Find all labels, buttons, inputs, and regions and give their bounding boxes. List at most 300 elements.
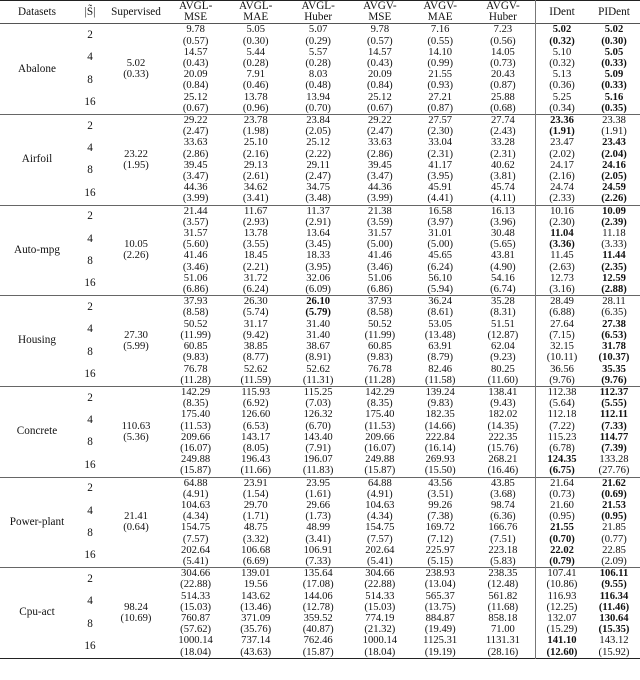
mean-value: 202.64 xyxy=(181,544,211,556)
std-value: (28.16) xyxy=(487,646,519,658)
std-value: (8.35) xyxy=(367,398,393,410)
std-value: (2.21) xyxy=(242,261,269,273)
std-value: (1.73) xyxy=(305,511,331,523)
table-row xyxy=(0,522,640,533)
std-value: (7.57) xyxy=(367,533,393,545)
std-value: (2.35) xyxy=(601,261,627,273)
std-value: (2.91) xyxy=(305,216,331,228)
mean-value: 64.88 xyxy=(367,477,392,489)
std-value: (7.51) xyxy=(490,533,516,545)
mean-value: 44.36 xyxy=(367,182,392,194)
std-value: (19.49) xyxy=(424,624,456,636)
std-value: (0.68) xyxy=(490,102,516,114)
mean-value: 21.85 xyxy=(602,522,626,534)
std-value: (57.62) xyxy=(180,624,212,636)
std-value: (6.24) xyxy=(427,261,453,273)
std-value: (18.04) xyxy=(364,646,396,658)
std-value: (11.46) xyxy=(598,601,630,613)
supervised-cell xyxy=(106,296,166,387)
size-value: 4 xyxy=(87,323,93,336)
mean-value: 30.48 xyxy=(490,228,515,240)
std-value: (2.02) xyxy=(536,149,589,160)
std-value: (3.48) xyxy=(305,193,331,205)
supervised-mean: 5.02 xyxy=(126,58,146,70)
mean-value: 774.19 xyxy=(365,612,395,624)
size-value: 2 xyxy=(87,29,93,41)
std-value: (40.87) xyxy=(302,624,334,636)
std-value: (0.73) xyxy=(536,489,589,500)
std-value: (3.16) xyxy=(536,284,589,296)
std-value: (3.32) xyxy=(242,533,269,545)
mean-value: 9.78 xyxy=(370,24,390,36)
mean-value: 209.66 xyxy=(181,431,211,443)
mean-value: 39.45 xyxy=(183,159,208,171)
mean-value: 5.16 xyxy=(604,91,624,103)
table-row xyxy=(0,296,640,308)
std-value: (6.35) xyxy=(601,307,627,319)
mean-value: 238.93 xyxy=(425,568,455,580)
table-row xyxy=(0,568,640,580)
std-value: (7.33) xyxy=(601,420,627,432)
mean-value: 16.13 xyxy=(490,205,515,217)
std-value: (2.04) xyxy=(601,148,627,160)
std-value: (3.95) xyxy=(427,171,453,183)
std-value: (0.67) xyxy=(367,102,393,114)
mean-value: 34.75 xyxy=(306,182,331,194)
mean-value: 143.12 xyxy=(599,635,629,647)
std-value: (3.57) xyxy=(182,216,209,228)
std-value: (15.87) xyxy=(180,465,212,477)
mean-value: 22.02 xyxy=(536,545,589,556)
std-value: (8.91) xyxy=(305,352,331,364)
mean-value: 22.85 xyxy=(602,544,626,556)
col-header-size: |S̃| xyxy=(84,5,96,18)
supervised-mean: 98.24 xyxy=(124,601,148,613)
mean-value: 25.12 xyxy=(367,91,392,103)
std-value: (9.83) xyxy=(427,398,453,410)
mean-value: 52.62 xyxy=(243,363,268,375)
std-value: (8.35) xyxy=(182,398,209,410)
std-value: (2.47) xyxy=(305,171,331,183)
supervised-std: (10.69) xyxy=(120,612,152,624)
supervised-std: (0.33) xyxy=(123,69,149,81)
std-value: (3.47) xyxy=(367,171,393,183)
std-value: (12.60) xyxy=(536,647,589,659)
col-header-avgv-mae: AVGV-MAE xyxy=(423,0,457,24)
std-value: (2.86) xyxy=(367,148,393,160)
std-value: (2.30) xyxy=(536,217,589,228)
std-value: (11.58) xyxy=(424,374,456,386)
mean-value: 132.07 xyxy=(536,613,589,624)
mean-value: 154.75 xyxy=(365,522,395,534)
std-value: (15.76) xyxy=(487,442,519,454)
mean-value: 43.81 xyxy=(490,250,515,262)
std-value: (0.95) xyxy=(601,511,627,523)
std-value: (1.98) xyxy=(242,126,269,138)
std-value: (9.42) xyxy=(242,329,269,341)
std-value: (12.78) xyxy=(302,601,334,613)
size-value: 2 xyxy=(87,300,93,313)
mean-value: 54.16 xyxy=(490,272,515,284)
size-value: 2 xyxy=(87,119,93,132)
std-value: (6.78) xyxy=(536,443,589,454)
table-row xyxy=(0,228,640,239)
std-value: (2.33) xyxy=(536,193,589,205)
mean-value: 196.07 xyxy=(303,454,333,466)
std-value: (19.19) xyxy=(424,646,456,658)
std-value: (5.83) xyxy=(490,555,516,567)
std-value: (22.88) xyxy=(364,579,396,591)
mean-value: 11.67 xyxy=(244,205,268,217)
std-value: (13.46) xyxy=(240,601,272,613)
std-value: (12.25) xyxy=(536,602,589,613)
std-value: (5.60) xyxy=(182,239,209,251)
mean-value: 760.87 xyxy=(181,612,211,624)
mean-value: 143.17 xyxy=(241,431,271,443)
std-value: (0.35) xyxy=(601,102,627,114)
std-value: (7.03) xyxy=(305,398,331,410)
mean-value: 27.74 xyxy=(490,115,515,127)
dataset-name: Airfoil xyxy=(21,153,53,166)
std-value: (0.70) xyxy=(305,102,331,114)
std-value: (0.70) xyxy=(536,534,589,545)
std-value: (2.31) xyxy=(490,148,516,160)
mean-value: 31.72 xyxy=(243,272,268,284)
mean-value: 32.15 xyxy=(536,341,589,352)
mean-value: 5.09 xyxy=(604,69,624,81)
std-value: (2.63) xyxy=(536,262,589,273)
mean-value: 29.70 xyxy=(243,499,268,511)
mean-value: 31.40 xyxy=(306,318,331,330)
std-value: (8.61) xyxy=(427,307,453,319)
std-value: (0.99) xyxy=(427,58,453,70)
mean-value: 23.84 xyxy=(306,115,331,127)
size-value: 16 xyxy=(84,549,96,562)
std-value: (3.41) xyxy=(242,193,269,205)
mean-value: 31.78 xyxy=(602,341,626,353)
std-value: (6.75) xyxy=(536,465,589,477)
std-value: (2.93) xyxy=(242,216,269,228)
table-row xyxy=(0,69,640,80)
mean-value: 107.41 xyxy=(536,568,589,580)
mean-value: 104.63 xyxy=(181,499,211,511)
table-row xyxy=(0,115,640,127)
table-row xyxy=(0,341,640,352)
std-value: (2.09) xyxy=(601,555,627,567)
std-value: (2.61) xyxy=(242,171,269,183)
col-header-pident: PIDent xyxy=(598,5,630,18)
mean-value: 31.17 xyxy=(243,318,268,330)
std-value: (3.99) xyxy=(367,193,393,205)
mean-value: 135.64 xyxy=(303,568,333,580)
header-row xyxy=(0,1,640,24)
mean-value: 126.32 xyxy=(303,409,333,421)
mean-value: 268.21 xyxy=(488,454,518,466)
mean-value: 29.22 xyxy=(367,115,392,127)
mean-value: 9.78 xyxy=(186,24,205,36)
std-value: (3.33) xyxy=(601,239,627,251)
mean-value: 884.87 xyxy=(425,612,455,624)
std-value: (7.39) xyxy=(601,442,627,454)
mean-value: 37.93 xyxy=(367,296,392,308)
mean-value: 12.73 xyxy=(536,273,589,284)
std-value: (2.43) xyxy=(490,126,516,138)
mean-value: 34.62 xyxy=(243,182,268,194)
std-value: (5.00) xyxy=(367,239,393,251)
std-value: (15.03) xyxy=(364,601,396,613)
std-value: (2.47) xyxy=(182,126,209,138)
mean-value: 60.85 xyxy=(183,341,208,353)
mean-value: 115.25 xyxy=(303,386,333,398)
mean-value: 23.36 xyxy=(536,115,589,127)
table-row xyxy=(0,500,640,511)
supervised-std: (5.99) xyxy=(123,341,149,353)
mean-value: 5.10 xyxy=(536,47,589,58)
table-row xyxy=(0,182,640,193)
std-value: (13.48) xyxy=(424,329,456,341)
col-header-avgl-mse: AVGL-MSE xyxy=(178,0,213,24)
std-value: (10.11) xyxy=(536,352,589,363)
mean-value: 182.35 xyxy=(425,409,455,421)
std-value: (16.46) xyxy=(487,465,519,477)
mean-value: 11.45 xyxy=(536,250,589,261)
mean-value: 44.36 xyxy=(183,182,208,194)
mean-value: 29.13 xyxy=(243,159,268,171)
mean-value: 175.40 xyxy=(365,409,395,421)
mean-value: 359.52 xyxy=(303,612,333,624)
std-value: (11.83) xyxy=(302,465,334,477)
std-value: (9.23) xyxy=(490,352,516,364)
mean-value: 112.38 xyxy=(536,386,589,398)
mean-value: 41.46 xyxy=(367,250,392,262)
table-row xyxy=(0,477,640,489)
mean-value: 13.78 xyxy=(243,228,268,240)
std-value: (4.91) xyxy=(367,488,393,500)
mean-value: 10.16 xyxy=(536,205,589,217)
mean-value: 51.06 xyxy=(367,272,392,284)
table-row xyxy=(0,205,640,217)
size-value: 4 xyxy=(87,232,93,245)
mean-value: 124.35 xyxy=(536,454,589,465)
std-value: (4.91) xyxy=(182,488,209,500)
size-value: 4 xyxy=(87,413,93,426)
mean-value: 8.03 xyxy=(308,69,328,81)
std-value: (2.26) xyxy=(601,193,627,205)
table-row xyxy=(0,635,640,646)
mean-value: 35.28 xyxy=(490,296,515,308)
mean-value: 25.12 xyxy=(183,91,208,103)
supervised-mean: 21.41 xyxy=(124,511,148,523)
mean-value: 106.91 xyxy=(303,544,333,556)
std-value: (0.57) xyxy=(367,35,393,47)
mean-value: 37.93 xyxy=(183,296,208,308)
size-value: 4 xyxy=(87,595,93,608)
std-value: (2.86) xyxy=(182,148,209,160)
mean-value: 141.10 xyxy=(536,635,589,646)
std-value: (7.33) xyxy=(305,555,331,567)
mean-value: 41.17 xyxy=(428,159,453,171)
std-value: (0.84) xyxy=(367,80,393,92)
mean-value: 14.05 xyxy=(490,46,515,58)
std-value: (9.76) xyxy=(536,375,589,387)
mean-value: 11.04 xyxy=(536,228,589,239)
supervised-cell xyxy=(106,24,166,115)
std-value: (7.12) xyxy=(427,533,453,545)
size-value: 16 xyxy=(84,186,96,199)
mean-value: 62.04 xyxy=(490,341,515,353)
mean-value: 7.91 xyxy=(246,69,265,81)
mean-value: 21.53 xyxy=(602,499,626,511)
std-value: (13.04) xyxy=(424,579,456,591)
mean-value: 43.56 xyxy=(428,477,453,489)
mean-value: 18.45 xyxy=(243,250,268,262)
dataset-name: Abalone xyxy=(18,62,56,75)
size-value: 8 xyxy=(87,345,93,358)
size-value: 16 xyxy=(84,639,96,652)
std-value: (11.53) xyxy=(180,420,211,432)
mean-value: 23.47 xyxy=(536,137,589,148)
std-value: (0.32) xyxy=(536,36,589,47)
std-value: (3.46) xyxy=(182,261,209,273)
std-value: (43.63) xyxy=(240,646,272,658)
std-value: (8.58) xyxy=(182,307,209,319)
mean-value: 130.64 xyxy=(599,612,629,624)
std-value: (2.16) xyxy=(242,148,269,160)
mean-value: 106.68 xyxy=(241,544,271,556)
mean-value: 565.37 xyxy=(425,590,455,602)
mean-value: 48.75 xyxy=(243,522,268,534)
mean-value: 142.29 xyxy=(365,386,395,398)
std-value: 71.00 xyxy=(490,624,515,636)
mean-value: 41.46 xyxy=(183,250,208,262)
mean-value: 154.75 xyxy=(181,522,211,534)
std-value: (3.41) xyxy=(305,533,331,545)
supervised-cell xyxy=(106,568,166,659)
mean-value: 50.52 xyxy=(183,318,208,330)
std-value: (9.43) xyxy=(490,398,516,410)
mean-value: 24.16 xyxy=(602,159,626,171)
mean-value: 26.30 xyxy=(243,296,268,308)
std-value: (0.84) xyxy=(182,80,209,92)
col-header-datasets: Datasets xyxy=(18,5,56,18)
size-value: 16 xyxy=(84,368,96,381)
mean-value: 169.72 xyxy=(425,522,455,534)
std-value: (8.05) xyxy=(242,442,269,454)
table-row xyxy=(0,364,640,375)
size-value: 8 xyxy=(87,164,93,177)
mean-value: 45.91 xyxy=(428,182,453,194)
mean-value: 112.11 xyxy=(600,409,628,421)
size-value: 4 xyxy=(87,51,93,64)
size-value: 16 xyxy=(84,277,96,290)
std-value: (7.57) xyxy=(182,533,209,545)
std-value: (5.94) xyxy=(427,284,453,296)
mean-value: 858.18 xyxy=(488,612,518,624)
std-value: (22.88) xyxy=(180,579,212,591)
table-row xyxy=(0,47,640,58)
col-header-ident: IDent xyxy=(536,1,589,24)
table-row xyxy=(0,591,640,602)
std-value: (6.88) xyxy=(536,307,589,318)
mean-value: 144.06 xyxy=(303,590,333,602)
std-value: (4.34) xyxy=(367,511,393,523)
mean-value: 31.01 xyxy=(428,228,453,240)
std-value: (11.60) xyxy=(487,374,519,386)
mean-value: 11.18 xyxy=(602,228,626,240)
std-value: (35.76) xyxy=(240,624,272,636)
mean-value: 126.60 xyxy=(241,409,271,421)
mean-value: 23.91 xyxy=(243,477,268,489)
std-value: (0.43) xyxy=(367,58,393,70)
std-value: (1.54) xyxy=(242,488,269,500)
mean-value: 11.37 xyxy=(306,205,330,217)
size-value: 2 xyxy=(87,482,93,495)
std-value: (0.33) xyxy=(601,80,627,92)
std-value: (0.28) xyxy=(242,58,269,70)
std-value: (5.41) xyxy=(367,555,393,567)
dataset-group-power-plant xyxy=(0,477,640,568)
supervised-cell xyxy=(106,205,166,296)
std-value: (11.99) xyxy=(180,329,211,341)
std-value: (15.29) xyxy=(536,624,589,635)
mean-value: 20.43 xyxy=(490,69,515,81)
std-value: (21.32) xyxy=(364,624,396,636)
dataset-group-housing xyxy=(0,296,640,387)
mean-value: 33.28 xyxy=(490,137,515,149)
supervised-mean: 10.05 xyxy=(124,239,148,251)
mean-value: 26.10 xyxy=(306,296,331,308)
std-value: (4.41) xyxy=(427,193,453,205)
std-value: 31.40 xyxy=(306,329,331,341)
std-value: (5.65) xyxy=(490,239,516,251)
std-value: (6.36) xyxy=(490,511,516,523)
mean-value: 561.82 xyxy=(488,590,518,602)
supervised-std: (2.26) xyxy=(123,250,149,262)
mean-value: 21.44 xyxy=(183,205,208,217)
size-value: 16 xyxy=(84,96,96,109)
std-value: (3.47) xyxy=(182,171,209,183)
mean-value: 28.49 xyxy=(536,296,589,308)
mean-value: 13.94 xyxy=(306,91,331,103)
std-value: (0.43) xyxy=(182,58,209,70)
std-value: (5.15) xyxy=(427,555,453,567)
std-value: (18.04) xyxy=(180,646,212,658)
mean-value: 21.55 xyxy=(536,522,589,533)
std-value: (3.59) xyxy=(367,216,393,228)
std-value: (0.73) xyxy=(490,58,516,70)
std-value: (5.41) xyxy=(182,555,209,567)
mean-value: 29.66 xyxy=(306,499,331,511)
mean-value: 45.65 xyxy=(428,250,453,262)
std-value: (0.46) xyxy=(242,80,269,92)
std-value: (2.39) xyxy=(601,216,627,228)
std-value: (0.87) xyxy=(490,80,516,92)
mean-value: 25.88 xyxy=(490,91,515,103)
std-value: (16.14) xyxy=(424,442,456,454)
mean-value: 63.91 xyxy=(428,341,453,353)
std-value: (5.74) xyxy=(242,307,269,319)
std-value: (0.34) xyxy=(536,103,589,115)
mean-value: 33.63 xyxy=(183,137,208,149)
std-value: (11.28) xyxy=(364,374,396,386)
std-value: (0.93) xyxy=(427,80,453,92)
std-value: (0.69) xyxy=(601,488,627,500)
mean-value: 23.43 xyxy=(602,137,626,149)
std-value: (10.86) xyxy=(536,579,589,590)
mean-value: 38.67 xyxy=(306,341,331,353)
mean-value: 304.66 xyxy=(365,568,395,580)
mean-value: 23.78 xyxy=(243,115,268,127)
